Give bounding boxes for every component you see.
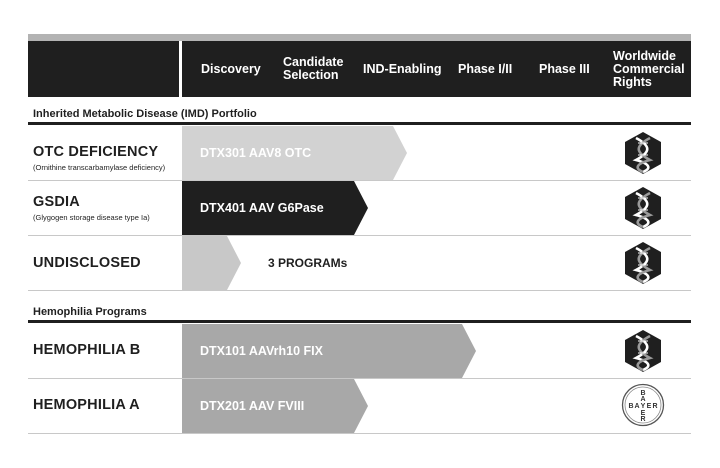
svg-text:A: A <box>634 403 640 410</box>
row-title-undisclosed: UNDISCLOSED <box>33 255 141 271</box>
row-title-hemophilia-a: HEMOPHILIA A <box>33 397 140 413</box>
section-rule-imd <box>28 122 691 125</box>
row-divider <box>28 235 691 236</box>
progress-bar-undisclosed <box>182 236 241 290</box>
row-title-hemophilia-b: HEMOPHILIA B <box>33 342 141 358</box>
program-label-hemophilia-a: DTX201 AAV FVIII <box>200 399 305 413</box>
dna-logo-icon <box>621 186 665 230</box>
program-label-gsdia: DTX401 AAV G6Pase <box>200 201 324 215</box>
program-label-undisclosed: 3 PROGRAMs <box>268 256 348 270</box>
svg-text:B: B <box>640 390 646 397</box>
header-top-strip <box>28 34 691 41</box>
svg-text:B: B <box>628 403 634 410</box>
row-subtitle-otc: (Ornithine transcarbamylase deficiency) <box>33 163 166 172</box>
svg-text:R: R <box>652 403 658 410</box>
row-divider <box>28 290 691 291</box>
bayer-logo-icon <box>621 383 665 427</box>
section-rule-hemophilia <box>28 320 691 323</box>
dna-logo-icon <box>621 329 665 373</box>
svg-text:R: R <box>640 416 646 423</box>
column-discovery: Discovery <box>201 61 261 76</box>
row-subtitle-gsdia: (Glygogen storage disease type Ia) <box>33 213 150 222</box>
column-phase-1-2: Phase I/II <box>458 61 513 76</box>
svg-text:E: E <box>640 410 646 417</box>
column-worldwide-commercial-rights: Worldwide Commercial Rights <box>613 48 685 89</box>
dna-logo-icon <box>621 131 665 175</box>
svg-text:E: E <box>646 403 652 410</box>
column-phase-3: Phase III <box>539 61 590 76</box>
pipeline-header <box>28 41 691 97</box>
program-label-otc: DTX301 AAV8 OTC <box>200 146 312 160</box>
section-label-imd: Inherited Metabolic Disease (IMD) Portfolio <box>33 108 257 120</box>
svg-text:A: A <box>640 396 646 403</box>
dna-logo-icon <box>621 241 665 285</box>
column-candidate-selection: Candidate Selection <box>283 55 344 82</box>
column-ind-enabling: IND-Enabling <box>363 61 442 76</box>
header-blank-cell <box>28 41 179 97</box>
section-label-hemophilia: Hemophilia Programs <box>33 306 147 318</box>
row-title-gsdia: GSDIA <box>33 194 80 210</box>
svg-text:Y: Y <box>640 403 646 410</box>
progress-arrow <box>182 236 241 290</box>
program-label-hemophilia-b: DTX101 AAVrh10 FIX <box>200 344 323 358</box>
header-divider <box>179 41 182 97</box>
row-title-otc: OTC DEFICIENCY <box>33 144 159 160</box>
row-divider <box>28 433 691 434</box>
